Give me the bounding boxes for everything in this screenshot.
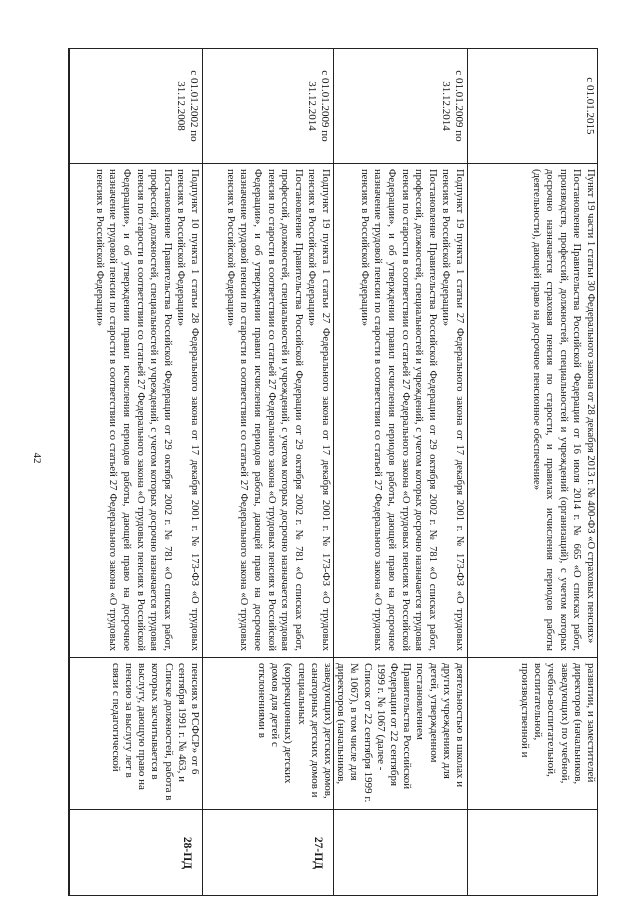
pension-periods-table bbox=[68, 48, 598, 896]
row-period-cell bbox=[70, 49, 203, 163]
row-basis-cell bbox=[468, 163, 599, 657]
row-basis bbox=[334, 163, 468, 657]
row-basis-cell bbox=[70, 163, 203, 657]
row-period: с 01.01.2015 bbox=[584, 77, 596, 135]
row-basis bbox=[70, 163, 203, 657]
row-period: с 01.01.2002 по 31.12.2008 bbox=[175, 70, 200, 142]
basis-paragraph: Подпункт 19 пункта 1 статьи 27 Федерального закона от 17 декабря 2001 г. № 173-ФЗ «О трудовых пенсиях в Российской Федерации» bbox=[306, 169, 331, 651]
row-code: 27-ПД bbox=[312, 836, 324, 870]
table-row bbox=[467, 49, 597, 895]
basis-paragraph: Подпункт 10 пункта 1 статьи 28 Федерального закона от 17 декабря 2001 г. № 173-ФЗ «О трудовых пенсиях в Российской Федерации» bbox=[175, 169, 200, 651]
table-row bbox=[202, 49, 466, 895]
row-basis-cell bbox=[334, 163, 468, 657]
row-code-cell bbox=[203, 809, 334, 897]
table-row bbox=[69, 49, 203, 895]
row-period-cell bbox=[334, 49, 468, 163]
row-code-cell bbox=[70, 809, 203, 897]
row-period: с 01.01.2009 по 31.12.2014 bbox=[306, 70, 331, 142]
row-description: деятельностью в школах и других учреждениях для детей, утвержденном постановлением Правительства Российской Федерации от 22 сентября 1999 г. № 1067 (далее - Список от 22 сентября 1999 г. № 1067), в том числе для директоров (начальников, заведующих) детских домов, санаторных детских домов и специальных (коррекционных) детских домов для детей с отклонениями в bbox=[255, 663, 466, 803]
row-period-cell bbox=[203, 49, 334, 163]
row-period: с 01.01.2009 по 31.12.2014 bbox=[440, 70, 465, 142]
basis-paragraph: Пункт 19 части 1 статьи 30 Федерального закона от 28 декабря 2013 г. № 400-ФЗ «О страховых пенсиях» bbox=[585, 169, 596, 644]
basis-paragraph: Постановление Правительства Российской Федерации от 29 октября 2002 г. № 781 «О списках работ, профессий, должностей, специальностей и учреждений, с учетом которых досрочно назначается трудовая пенсия по старости в соответствии со статьей 27 Федерального закона «О трудовых пенсиях в Российской Федерации», и об утверждении правил исчисления периодов работы, дающей право на досрочное назначение трудовой пенсии по старости в соответствии со статьей 27 Федерального закона «О трудовых пенсиях в Российской Федерации» bbox=[224, 169, 304, 651]
row-basis-cell bbox=[203, 163, 334, 657]
row-description: развитии, и заместителей директоров (начальников, заведующих) по учебной, учебно-воспитательной, воспитательной, производственной и bbox=[518, 663, 597, 785]
row-basis bbox=[468, 163, 599, 657]
row-description-cell bbox=[468, 657, 599, 809]
row-basis bbox=[203, 163, 334, 657]
page-number: 42 bbox=[31, 452, 43, 464]
basis-paragraph: Подпункт 19 пункта 1 статьи 27 Федерального закона от 17 декабря 2001 г. № 173-ФЗ «О трудовых пенсиях в Российской Федерации» bbox=[440, 169, 465, 651]
row-code: 28-ПД bbox=[181, 836, 193, 870]
row-period-cell bbox=[468, 49, 599, 163]
basis-paragraph: Постановление Правительства Российской Федерации от 29 октября 2002 г. № 781 «О списках работ, профессий, должностей, специальностей и учреждений, с учетом которых досрочно назначается трудовая пенсия по старости в соответствии со статьей 27 Федерального закона «О трудовых пенсиях в Российской Федерации», и об утверждении правил исчисления периодов работы, дающей право на досрочное назначение трудовой пенсии по старости в соответствии со статьей 27 Федерального закона «О трудовых пенсиях в Российской Федерации» bbox=[93, 169, 173, 651]
basis-paragraph: Постановление Правительства Российской Федерации от 29 октября 2002 г. № 781 «О списках работ, профессий, должностей, специальностей и учреждений, с учетом которых досрочно назначается трудовая пенсия по старости в соответствии со статьей 27 Федерального закона «О трудовых пенсиях в Российской Федерации», и об утверждении правил исчисления периодов работы, дающей право на досрочное назначение трудовой пенсии по старости в соответствии со статьей 27 Федерального закона «О трудовых пенсиях в Российской Федерации» bbox=[358, 169, 438, 651]
row-description-cell bbox=[70, 657, 203, 809]
basis-paragraph: Постановление Правительства Российской Федерации от 16 июля 2014 г. № 665 «О списках работ, производств, профессий, должностей, специальностей и учреждений (организаций), с учетом которых досрочно назначается страховая пенсия по старости, и правилах исчисления периодов работы (деятельности), дающей право на досрочное пенсионное обеспечение» bbox=[530, 169, 583, 651]
row-description: пенсиях в РСФСР» от 6 сентября 1991 г. № 463, и Списке должностей, работа в которых засчитывается в выслугу, дающую право на пенсию за выслугу лет в связи с педагогической bbox=[109, 663, 201, 801]
table-row bbox=[333, 49, 468, 895]
